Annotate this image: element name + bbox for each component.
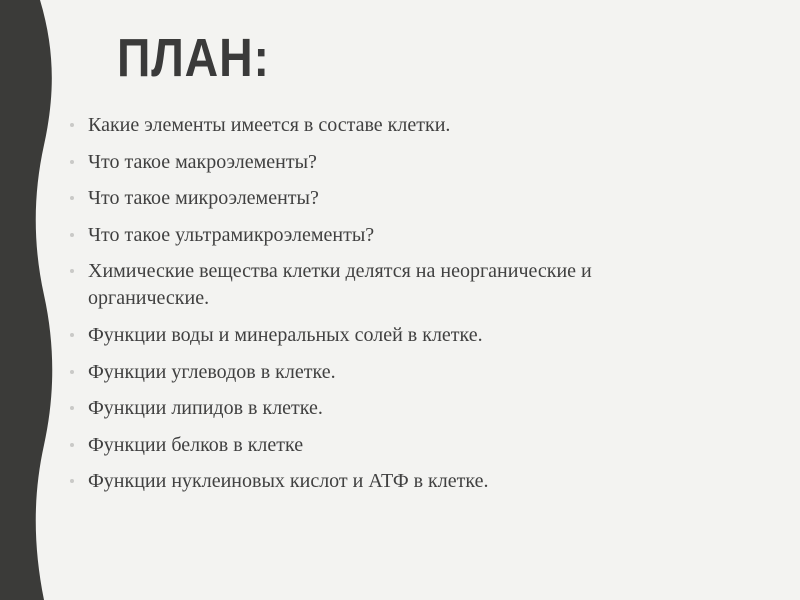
list-item <box>88 149 688 176</box>
wavy-sidebar <box>0 0 90 600</box>
slide-title: ПЛАН: <box>117 28 270 88</box>
list-item-text: Функции углеводов в клетке. <box>88 360 336 383</box>
list-item <box>88 359 688 386</box>
list-item-text: Функции липидов в клетке. <box>88 397 323 420</box>
list-item <box>88 322 688 349</box>
list-item <box>88 112 688 139</box>
bullet-dot <box>70 443 74 447</box>
list-item <box>88 468 688 495</box>
list-item <box>88 222 688 249</box>
list-item-text: Что такое микроэлементы? <box>88 187 319 210</box>
list-item <box>88 258 688 312</box>
list-item-text: Что такое макроэлементы? <box>88 150 317 173</box>
list-item-text: Функции нуклеиновых кислот и АТФ в клетке. <box>88 470 489 493</box>
bullet-dot <box>70 370 74 374</box>
list-item-text: Функции воды и минеральных солей в клетке. <box>88 323 483 346</box>
list-item <box>88 432 688 459</box>
bullet-dot <box>70 233 74 237</box>
list-item <box>88 395 688 422</box>
plan-list <box>88 112 688 505</box>
list-item-text: Функции белков в клетке <box>88 433 304 456</box>
bullet-dot <box>70 123 74 127</box>
list-item <box>88 185 688 212</box>
bullet-dot <box>70 333 74 337</box>
list-item-text: Какие элементы имеется в составе клетки. <box>88 114 451 136</box>
bullet-dot <box>70 160 74 164</box>
list-item-text: Химические вещества клетки делятся на неорганические и органические. <box>88 260 592 310</box>
list-item-text: Что такое ультрамикроэлементы? <box>88 223 375 246</box>
